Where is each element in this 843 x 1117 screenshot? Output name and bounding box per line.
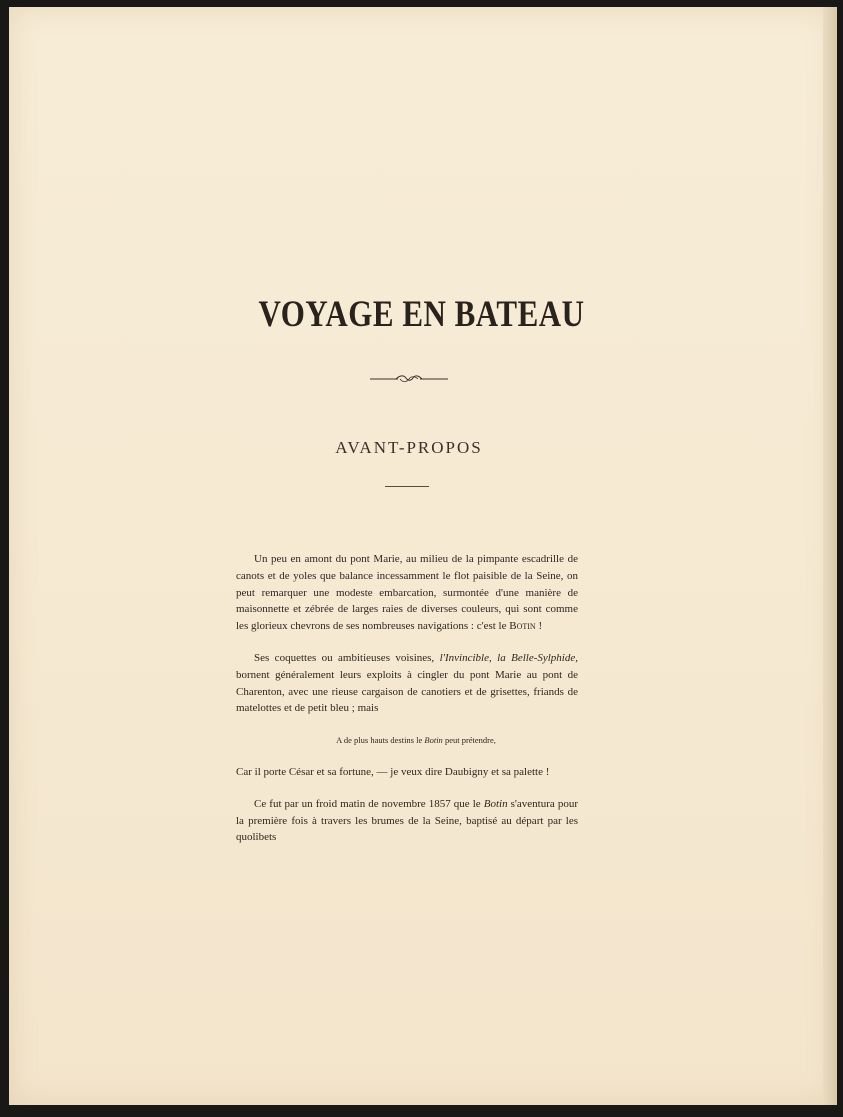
verse-text: A de plus hauts destins le [336, 735, 425, 746]
body-text [236, 551, 578, 846]
boat-name: Botin [509, 620, 536, 633]
paragraph [236, 650, 578, 717]
paragraph-text: Un peu en amont du pont Marie, au milieu de la pimpante escadrille de canots et de yoles que balance incessamment le flot paisible de la Seine, on peut remarquer une modeste embarcation, surmontée d'une manière de maisonnette et zébrée de larges raies de diverses couleurs, qui sont comme les glorieux chevrons de ses nombreuses navigations : c'est le [236, 553, 578, 633]
paragraph [236, 796, 578, 846]
boat-names-italic: l'Invincible, la Belle-Sylphide, [439, 651, 578, 664]
paragraph-text: ! [535, 620, 543, 633]
paragraph [236, 764, 578, 781]
ornament-flourish-icon [370, 373, 448, 385]
boat-name-italic: Botin [483, 797, 508, 810]
paragraph-text: s'aventura pour la première fois à travers les brumes de la Seine, baptisé au départ par les quolibets [236, 797, 579, 844]
verse-text: peut prétendre, [442, 735, 496, 746]
verse-italic: Botin [424, 735, 443, 746]
paragraph-text: Ce fut par un froid matin de novembre 1857 que le [254, 797, 484, 810]
section-heading: AVANT-PROPOS [335, 438, 483, 457]
paragraph [236, 551, 578, 635]
divider-rule [385, 486, 429, 487]
paragraph-text: Car il porte César et sa fortune, — je veux dire Daubigny et sa palette ! [236, 765, 550, 778]
page-title: VOYAGE EN BATEAU [258, 292, 585, 335]
paragraph-text: Ses coquettes ou ambitieuses voisines, [254, 651, 440, 664]
verse-line [236, 732, 578, 749]
paragraph-text: bornent généralement leurs exploits à cingler du pont Marie au pont de Charenton, avec une rieuse cargaison de canotiers et de grisettes, friands de matelottes et de petit bleu ; mais [236, 668, 578, 715]
page-edge [823, 7, 837, 1105]
